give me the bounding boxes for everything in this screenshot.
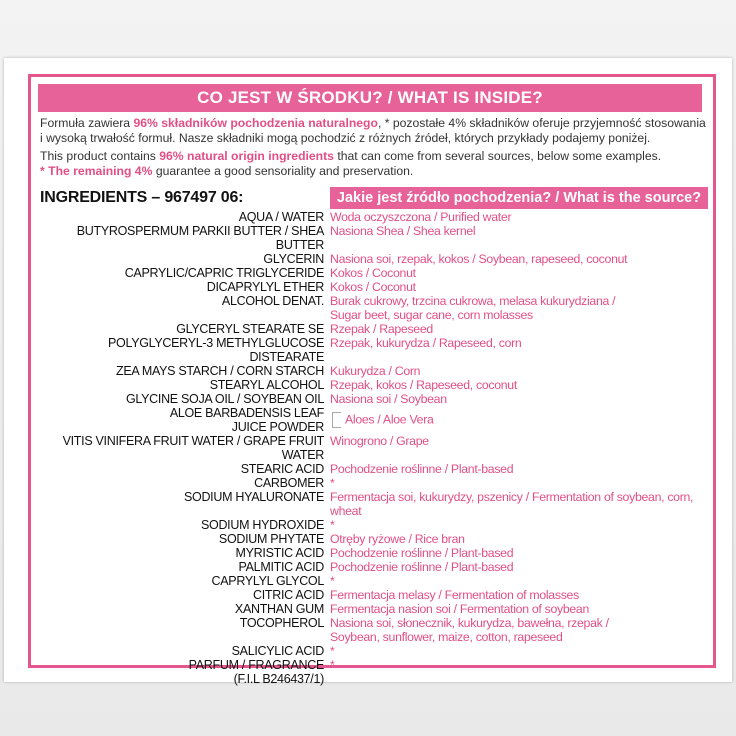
ingredient-source-line: Soybean, sunflower, maize, cotton, rapeseed — [330, 630, 563, 644]
page-title: CO JEST W ŚRODKU? / WHAT IS INSIDE? — [38, 84, 702, 112]
ingredient-name-line: VITIS VINIFERA FRUIT WATER / GRAPE FRUIT WATER — [62, 434, 324, 462]
ingredient-name-line: ZEA MAYS STARCH / CORN STARCH — [116, 364, 324, 378]
ingredient-name — [36, 434, 328, 462]
ingredient-name — [36, 518, 328, 532]
table-row — [36, 280, 706, 294]
table-row — [36, 336, 706, 364]
ingredient-source-line: Nasiona soi, rzepak, kokos / Soybean, rapeseed, coconut — [330, 252, 628, 266]
table-row — [36, 518, 706, 532]
intro-remaining-post: guarantee a good sensoriality and preservation. — [152, 164, 414, 178]
ingredient-source-line: Kokos / Coconut — [330, 280, 416, 294]
ingredient-name — [36, 378, 328, 392]
ingredient-name — [36, 280, 328, 294]
table-row — [36, 574, 706, 588]
table-row — [36, 294, 706, 322]
ingredient-name — [36, 294, 328, 308]
ingredient-name-line: TOCOPHEROL — [239, 616, 324, 630]
table-row — [36, 322, 706, 336]
ingredient-name — [36, 322, 328, 336]
ingredient-name-line: ALCOHOL DENAT. — [221, 294, 324, 308]
table-row — [36, 546, 706, 560]
ingredient-source-line: Rzepak, kukurydza / Rapeseed, corn — [330, 336, 522, 350]
ingredient-source — [328, 280, 706, 294]
ingredient-source-line: Nasiona soi / Soybean — [330, 392, 447, 406]
ingredient-source — [328, 546, 706, 560]
ingredient-name — [36, 546, 328, 560]
intro-pl-pre: Formuła zawiera — [40, 116, 134, 130]
ingredient-source — [328, 588, 706, 602]
table-row — [36, 490, 706, 518]
ingredient-name-line: STEARIC ACID — [240, 462, 324, 476]
table-row — [36, 224, 706, 252]
ingredient-source-line: Fermentacja soi, kukurydzy, pszenicy / Fermentation of soybean, corn, wheat — [330, 490, 694, 518]
ingredient-name — [36, 392, 328, 406]
ingredient-source-line: Pochodzenie roślinne / Plant-based — [330, 546, 514, 560]
ingredient-name-line: GLYCERIN — [263, 252, 324, 266]
ingredient-source-line: * — [330, 658, 335, 672]
table-row — [36, 616, 706, 644]
ingredient-source-line: Nasiona soi, słonecznik, kukurydza, bawełna, rzepak / — [330, 616, 609, 630]
ingredient-source-line: Winogrono / Grape — [330, 434, 429, 448]
table-row — [36, 462, 706, 476]
ingredient-source — [328, 364, 706, 378]
ingredient-name — [36, 644, 328, 658]
ingredient-source — [328, 476, 706, 490]
intro-pl-post: , * pozostałe 4% składników oferuje przyjemność stosowania i wysoką trwałość formuł. Nasze składniki mogą pochodzić z różnych źródeł, których przykłady podajemy poniżej. — [40, 116, 706, 145]
ingredient-source-line: Otręby ryżowe / Rice bran — [330, 532, 465, 546]
intro-pl-highlight: 96% składników pochodzenia naturalnego — [133, 116, 378, 130]
ingredient-name — [36, 560, 328, 574]
ingredient-source-line: Burak cukrowy, trzcina cukrowa, melasa kukurydziana / — [330, 294, 616, 308]
ingredient-source-line: * — [330, 644, 335, 658]
ingredient-name — [36, 574, 328, 588]
ingredient-name-line: MYRISTIC ACID — [235, 546, 324, 560]
intro-polish — [40, 116, 710, 146]
table-row — [36, 532, 706, 546]
ingredient-source — [328, 462, 706, 476]
ingredient-source-line: Nasiona Shea / Shea kernel — [330, 224, 476, 238]
table-row — [36, 406, 706, 434]
ingredient-source-line: Rzepak, kokos / Rapeseed, coconut — [330, 378, 517, 392]
ingredient-name — [36, 532, 328, 546]
table-row — [36, 266, 706, 280]
intro-en-highlight: 96% natural origin ingredients — [159, 149, 334, 163]
ingredient-name-line: XANTHAN GUM — [234, 602, 324, 616]
ingredient-name — [36, 224, 328, 252]
ingredient-name — [36, 266, 328, 280]
ingredient-source-line: Kukurydza / Corn — [330, 364, 421, 378]
ingredient-name — [36, 476, 328, 490]
ingredient-name-line: CAPRYLIC/CAPRIC TRIGLYCERIDE — [124, 266, 324, 280]
ingredient-name-line: PARFUM / FRAGRANCE — [188, 658, 324, 672]
ingredient-name — [36, 490, 328, 504]
intro-remaining-highlight: * The remaining 4% — [40, 164, 153, 178]
ingredient-name-line: DICAPRYLYL ETHER — [206, 280, 324, 294]
ingredient-name — [36, 588, 328, 602]
ingredient-name-line: GLYCINE SOJA OIL / SOYBEAN OIL — [125, 392, 324, 406]
ingredient-source — [328, 616, 706, 644]
ingredient-source-line: Fermentacja melasy / Fermentation of molasses — [330, 588, 579, 602]
ingredient-source-line: Pochodzenie roślinne / Plant-based — [330, 560, 514, 574]
ingredient-source-line: Rzepak / Rapeseed — [330, 322, 433, 336]
table-row — [36, 644, 706, 658]
ingredient-source-line: Pochodzenie roślinne / Plant-based — [330, 462, 514, 476]
ingredient-source — [328, 336, 706, 350]
table-row — [36, 476, 706, 490]
table-row — [36, 602, 706, 616]
table-row — [36, 252, 706, 266]
ingredient-source — [328, 602, 706, 616]
ingredient-name-line: (F.I.L B246437/1) — [233, 672, 324, 686]
ingredient-source — [328, 490, 706, 518]
ingredient-source-line: Sugar beet, sugar cane, corn molasses — [330, 308, 533, 322]
ingredient-name — [36, 210, 328, 224]
ingredient-name — [36, 462, 328, 476]
table-row — [36, 210, 706, 224]
ingredient-source — [328, 532, 706, 546]
ingredient-source — [328, 560, 706, 574]
ingredient-name-line: CITRIC ACID — [252, 588, 324, 602]
table-row — [36, 560, 706, 574]
ingredient-source — [328, 658, 706, 672]
ingredient-name-line: JUICE POWDER — [231, 420, 324, 434]
ingredient-name-line: BUTYROSPERMUM PARKII BUTTER / SHEA BUTTER — [76, 224, 324, 252]
ingredient-name-line: SODIUM HYDROXIDE — [201, 518, 324, 532]
ingredient-source — [328, 574, 706, 588]
ingredient-name — [36, 602, 328, 616]
ingredient-source — [328, 406, 706, 428]
ingredient-source — [328, 644, 706, 658]
ingredient-name-line: CARBOMER — [254, 476, 324, 490]
ingredient-source-line: Woda oczyszczona / Purified water — [330, 210, 512, 224]
table-row — [36, 378, 706, 392]
table-row — [36, 434, 706, 462]
ingredient-name-line: PALMITIC ACID — [238, 560, 324, 574]
intro-text — [40, 116, 710, 182]
ingredient-name — [36, 252, 328, 266]
ingredient-source-line: Aloes / Aloe Vera — [330, 412, 706, 428]
ingredients-table — [36, 210, 706, 686]
ingredient-source — [328, 392, 706, 406]
intro-en-pre: This product contains — [40, 149, 160, 163]
ingredient-source — [328, 518, 706, 532]
ingredient-name-line: STEARYL ALCOHOL — [209, 378, 324, 392]
ingredient-name — [36, 364, 328, 378]
table-row — [36, 658, 706, 686]
table-row — [36, 588, 706, 602]
ingredient-name-line: GLYCERYL STEARATE SE — [176, 322, 324, 336]
bracket-icon — [332, 412, 341, 428]
ingredient-name-line: ALOE BARBADENSIS LEAF — [169, 406, 324, 420]
ingredient-name-line: AQUA / WATER — [238, 210, 324, 224]
ingredient-source — [328, 224, 706, 238]
ingredient-source-line: Kokos / Coconut — [330, 266, 416, 280]
ingredient-source-line: * — [330, 518, 335, 532]
source-header: Jakie jest źródło pochodzenia? / What is the source? — [330, 187, 708, 209]
ingredient-source — [328, 252, 706, 266]
ingredient-name-line: SODIUM HYALURONATE — [184, 490, 324, 504]
ingredient-source-line: * — [330, 574, 335, 588]
ingredient-name — [36, 406, 328, 434]
table-row — [36, 364, 706, 378]
ingredient-source — [328, 434, 706, 448]
ingredient-source — [328, 294, 706, 322]
ingredient-name — [36, 336, 328, 364]
ingredient-name — [36, 616, 328, 630]
ingredient-name-line: POLYGLYCERYL-3 METHYLGLUCOSE DISTEARATE — [108, 336, 324, 364]
ingredient-source — [328, 322, 706, 336]
intro-english — [40, 149, 710, 179]
ingredients-header-row — [40, 186, 710, 210]
ingredient-name-line: CAPRYLYL GLYCOL — [211, 574, 324, 588]
ingredient-source — [328, 378, 706, 392]
ingredient-source-line: Fermentacja nasion soi / Fermentation of soybean — [330, 602, 590, 616]
table-row — [36, 392, 706, 406]
ingredient-name — [36, 658, 328, 686]
intro-en-post: that can come from several sources, below some examples. — [333, 149, 662, 163]
ingredient-source — [328, 210, 706, 224]
ingredient-name-line: SALICYLIC ACID — [231, 644, 324, 658]
ingredient-source — [328, 266, 706, 280]
ingredient-name-line: SODIUM PHYTATE — [218, 532, 324, 546]
ingredients-label: INGREDIENTS – 967497 06: — [40, 189, 244, 206]
ingredient-source-line: * — [330, 476, 335, 490]
